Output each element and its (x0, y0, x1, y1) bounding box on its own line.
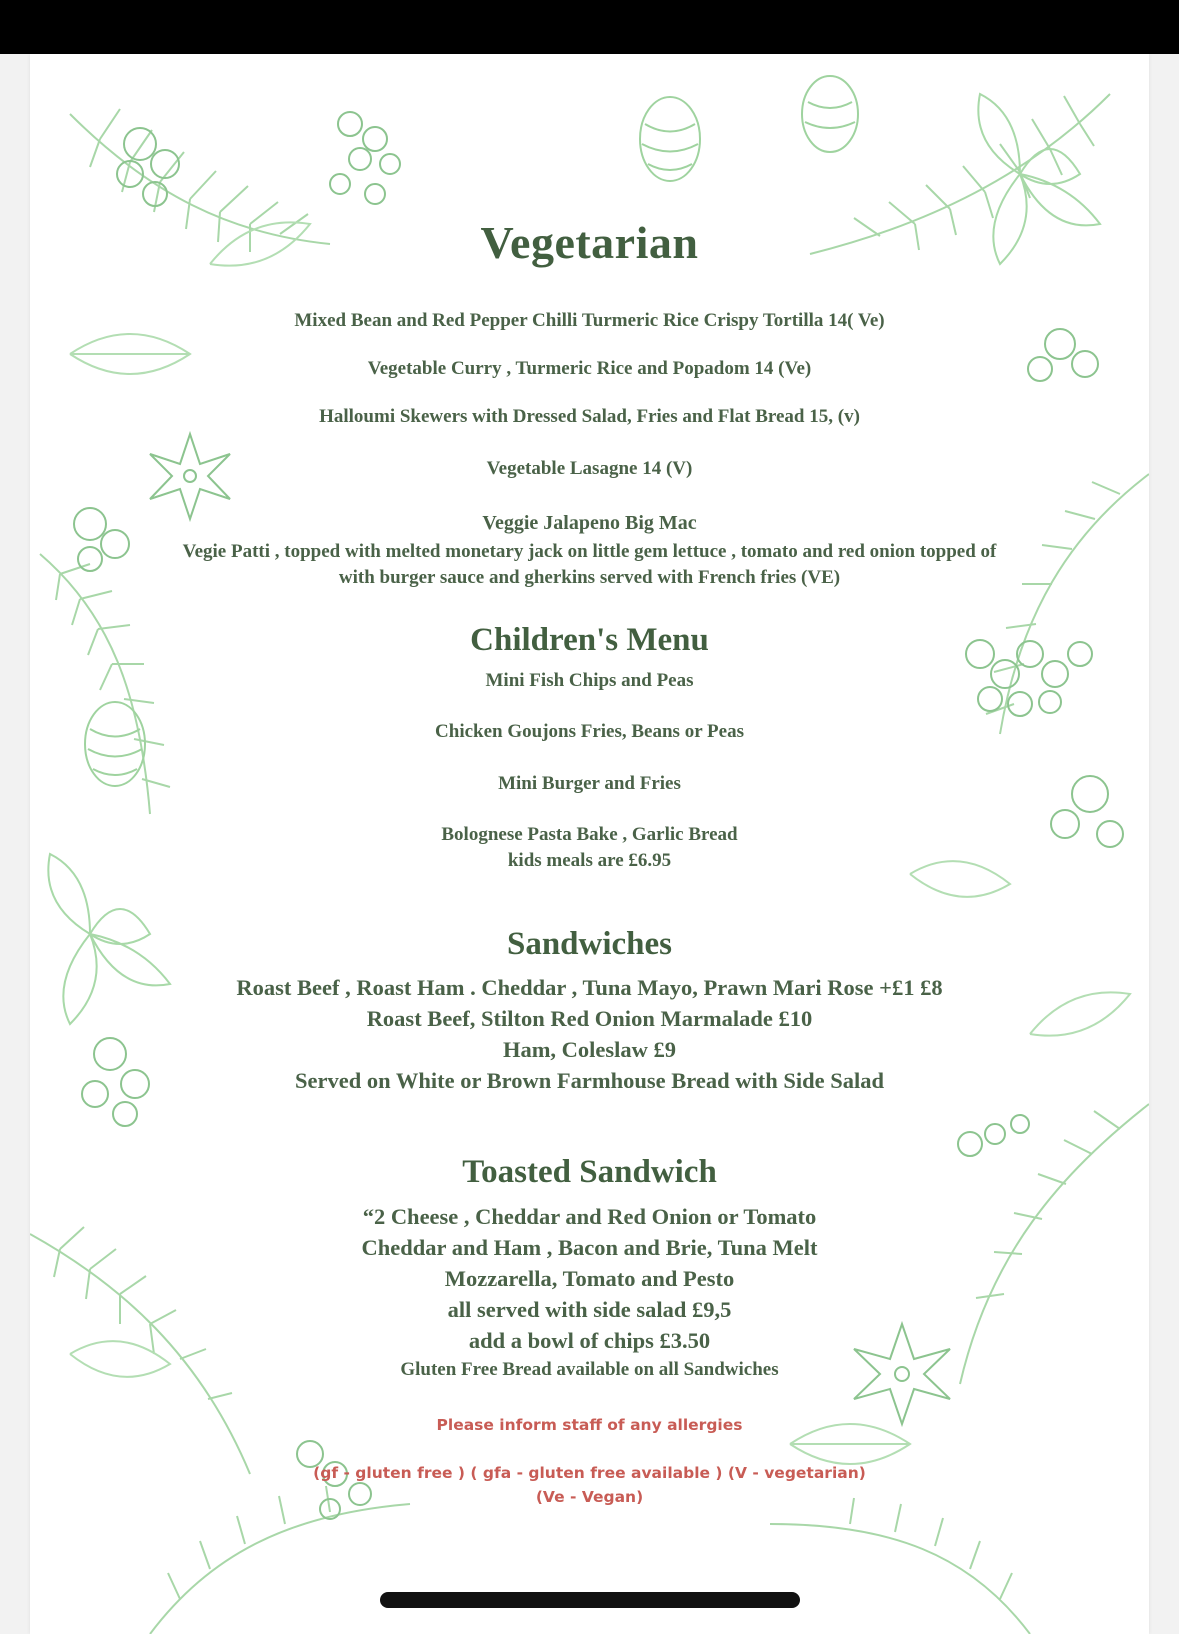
menu-item: Mini Burger and Fries (498, 773, 681, 794)
menu-item: Roast Beef, Stilton Red Onion Marmalade £10 (366, 1006, 813, 1031)
menu-sheet (30, 54, 1149, 1634)
dietary-key: (Ve - Vegan) (535, 1488, 644, 1506)
home-indicator-bar[interactable] (380, 1592, 800, 1608)
section-title-sandwiches: Sandwiches (506, 926, 673, 962)
price-note: kids meals are £6.95 (507, 850, 672, 871)
menu-item-description: with burger sauce and gherkins served with French fries (VE) (338, 567, 841, 588)
menu-item: Chicken Goujons Fries, Beans or Peas (435, 721, 744, 742)
menu-item: Served on White or Brown Farmhouse Bread with Side Salad (294, 1068, 885, 1093)
allergy-notice: Please inform staff of any allergies (436, 1416, 743, 1434)
menu-item: Ham, Coleslaw £9 (502, 1037, 677, 1062)
menu-content (30, 54, 1149, 1634)
section-title-toasted-sandwich: Toasted Sandwich (462, 1154, 717, 1190)
menu-item-description: Vegie Patti , topped with melted monetary jack on little gem lettuce , tomato and red onion topped of (182, 541, 997, 562)
top-black-bar (0, 0, 1179, 54)
section-title-vegetarian: Vegetarian (480, 217, 699, 268)
menu-item: Mixed Bean and Red Pepper Chilli Turmeric Rice Crispy Tortilla 14( Ve) (294, 310, 885, 331)
menu-item: “2 Cheese , Cheddar and Red Onion or Tomato (362, 1204, 817, 1229)
section-title-childrens-menu: Children's Menu (470, 622, 709, 658)
menu-item: Vegetable Lasagne 14 (V) (486, 458, 693, 479)
menu-item: Halloumi Skewers with Dressed Salad, Fries and Flat Bread 15, (v) (319, 406, 860, 427)
dietary-key: (gf - gluten free ) ( gfa - gluten free available ) (V - vegetarian) (313, 1464, 866, 1482)
menu-item: all served with side salad £9,5 (447, 1297, 732, 1322)
menu-item: Vegetable Curry , Turmeric Rice and Popadom 14 (Ve) (367, 358, 812, 379)
page-background (0, 54, 1179, 1634)
menu-item: add a bowl of chips £3.50 (468, 1328, 711, 1353)
menu-item-title: Veggie Jalapeno Big Mac (482, 512, 697, 534)
menu-item: Cheddar and Ham , Bacon and Brie, Tuna Melt (361, 1235, 818, 1260)
gluten-free-note: Gluten Free Bread available on all Sandwiches (400, 1359, 779, 1380)
menu-item: Mini Fish Chips and Peas (485, 670, 694, 691)
menu-item: Roast Beef , Roast Ham . Cheddar , Tuna Mayo, Prawn Mari Rose +£1 £8 (236, 975, 943, 1000)
menu-item: Mozzarella, Tomato and Pesto (444, 1266, 735, 1291)
menu-item: Bolognese Pasta Bake , Garlic Bread (441, 824, 738, 845)
